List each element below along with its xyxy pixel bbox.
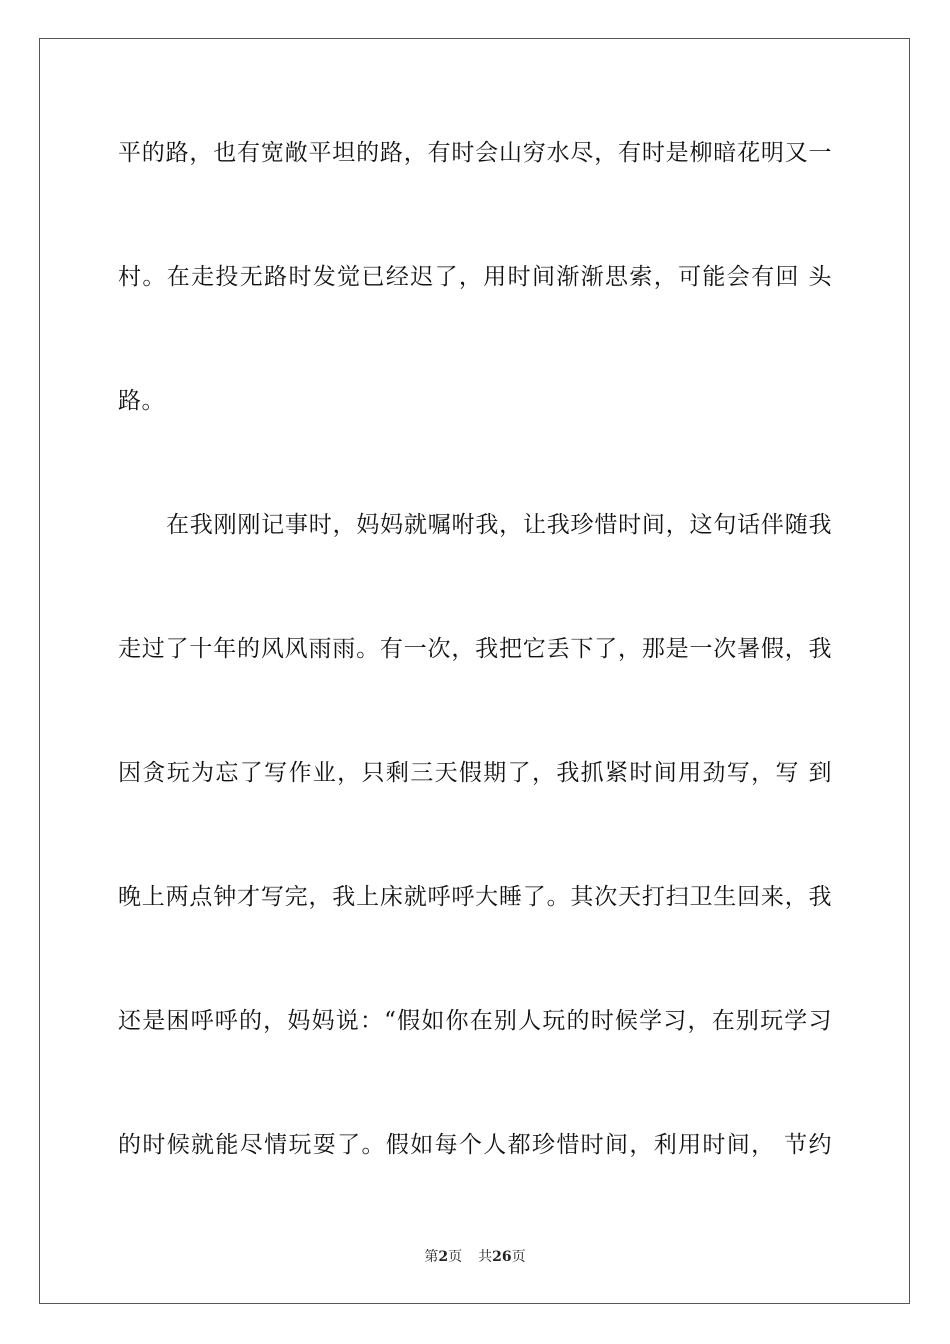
- page-border: [39, 38, 910, 1304]
- text-line-9: 的时候就能尽情玩耍了。假如每个人都珍惜时间，利用时间， 节约: [118, 1132, 832, 1158]
- text-line-6: 因贪玩为忘了写作业，只剩三天假期了，我抓紧时间用劲写，写 到: [118, 760, 832, 786]
- total-prefix: 共: [478, 1249, 493, 1265]
- text-line-7: 晚上两点钟才写完，我上床就呼呼大睡了。其次天打扫卫生回来，我: [118, 884, 832, 910]
- current-page-number: 2: [438, 1249, 449, 1265]
- paragraph-start-line: 在我刚刚记事时，妈妈就嘱咐我，让我珍惜时间，这句话伴随我: [166, 512, 832, 538]
- text-line-1: 平的路，也有宽敞平坦的路，有时会山穷水尽，有时是柳暗花明又一: [118, 140, 832, 166]
- text-line-8: 还是困呼呼的，妈妈说：“假如你在别人玩的时候学习，在别玩学习: [118, 1008, 832, 1034]
- total-suffix: 页: [511, 1249, 526, 1265]
- text-line-3: 路。: [118, 388, 165, 414]
- total-page-count: 26: [492, 1249, 512, 1265]
- page-footer: [0, 1247, 950, 1267]
- page-suffix: 页: [448, 1249, 463, 1265]
- page-prefix: 第: [424, 1249, 439, 1265]
- text-line-5: 走过了十年的风风雨雨。有一次，我把它丢下了，那是一次暑假，我: [118, 636, 832, 662]
- text-line-2: 村。在走投无路时发觉已经迟了，用时间渐渐思索，可能会有回 头: [118, 264, 832, 290]
